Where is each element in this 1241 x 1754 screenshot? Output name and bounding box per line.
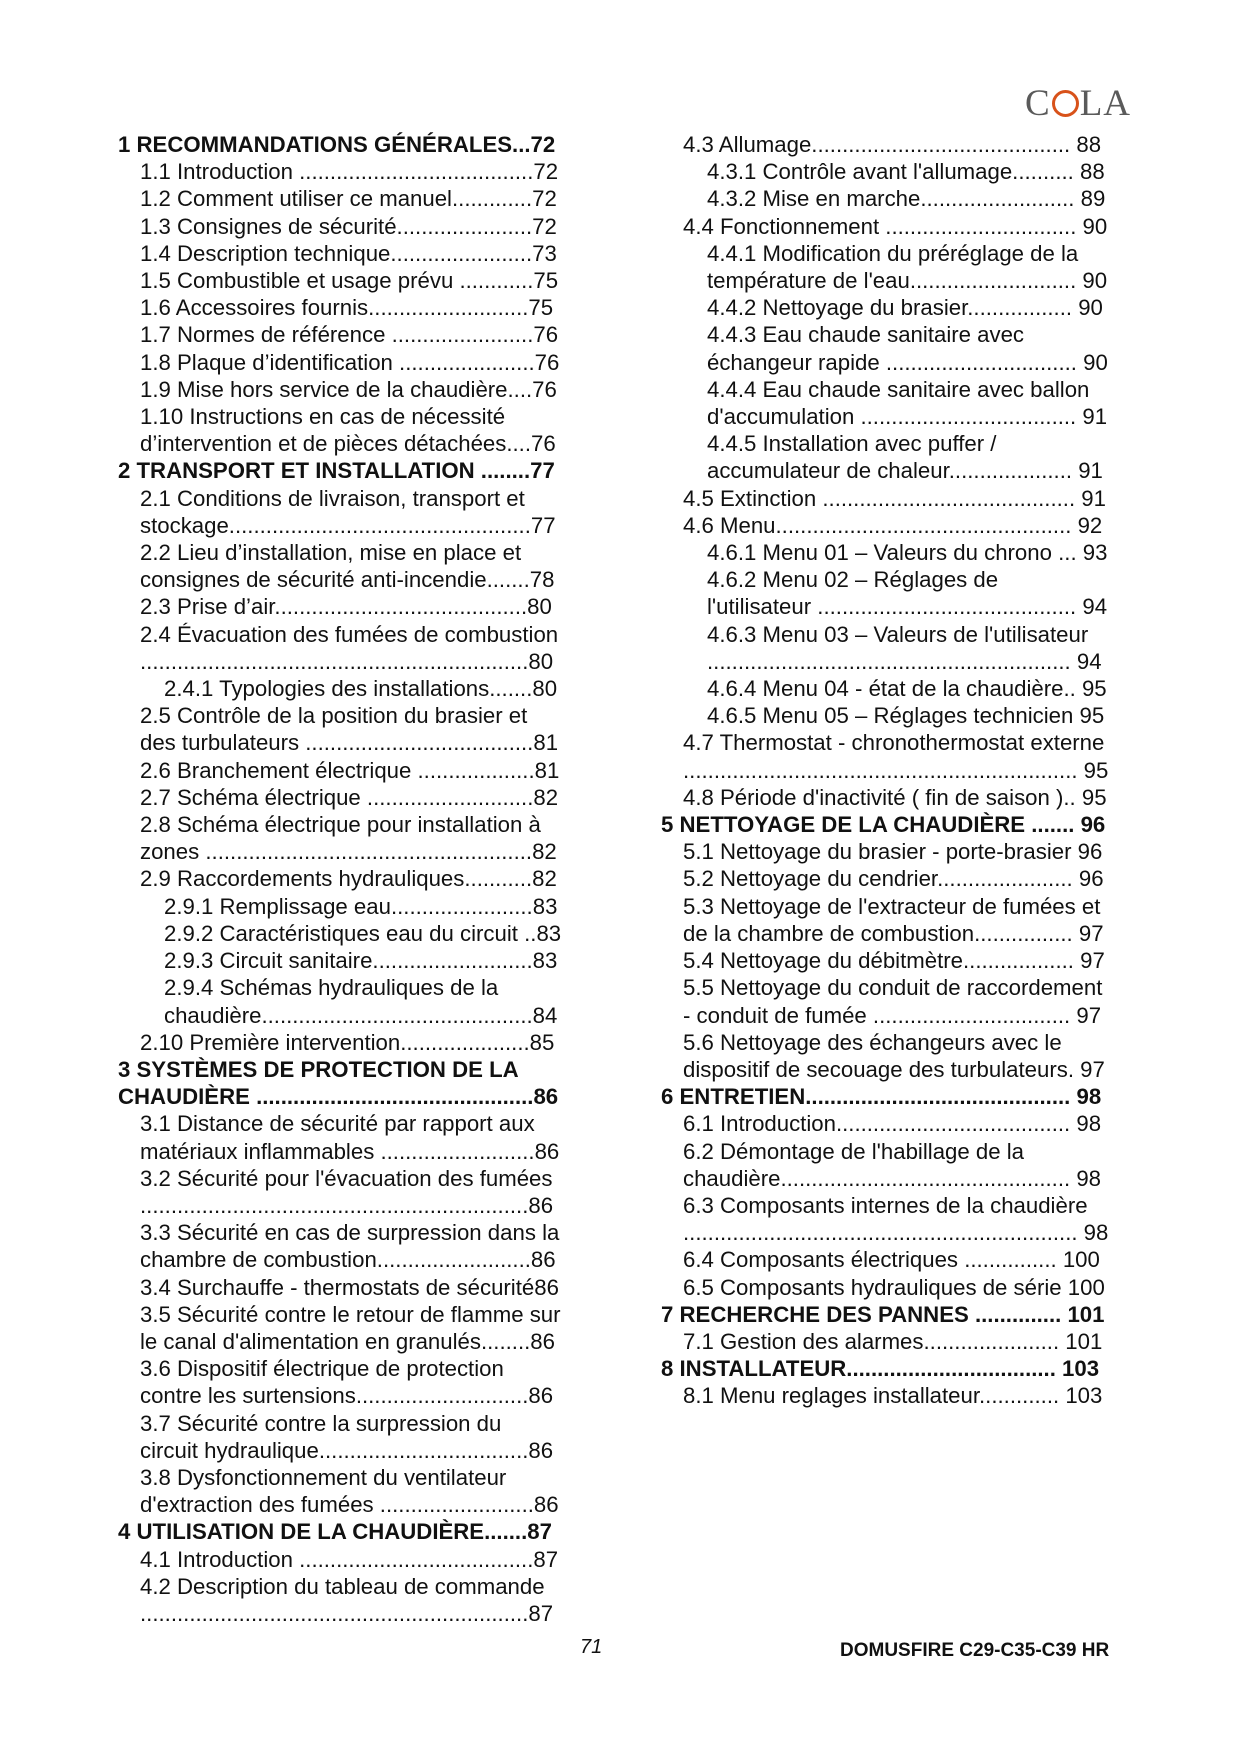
toc-entry: chaudière............................................... 98 [683, 1165, 1102, 1191]
toc-chapter-heading: 1 RECOMMANDATIONS GÉNÉRALES...72 [118, 132, 556, 157]
toc-entry: 1.6 Accessoires fournis..........................75 [140, 295, 554, 321]
toc-entry: échangeur rapide ............................... 90 [707, 349, 1108, 375]
toc-entry: 2.4.1 Typologies des installations.......80 [164, 676, 558, 702]
toc-entry: 3.1 Distance de sécurité par rapport aux [140, 1111, 535, 1137]
toc-right-column [661, 131, 1134, 1410]
toc-entry: 5.1 Nettoyage du brasier - porte-brasier 96 [683, 839, 1103, 865]
toc-entry: 2.9.4 Schémas hydrauliques de la [164, 975, 499, 1001]
toc-entry: 2.4 Évacuation des fumées de combustion [140, 621, 559, 647]
toc-entry: 2.10 Première intervention.....................85 [140, 1029, 555, 1055]
toc-entry: 4.4.1 Modification du préréglage de la [707, 240, 1079, 266]
toc-entry: ...............................................................86 [140, 1192, 554, 1218]
toc-entry: 1.8 Plaque d’identification ......................76 [140, 349, 560, 375]
toc-entry: le canal d'alimentation en granulés........86 [140, 1328, 555, 1354]
toc-entry: 6.5 Composants hydrauliques de série 100 [683, 1274, 1105, 1300]
toc-chapter-heading: 6 ENTRETIEN........................................... 98 [661, 1084, 1102, 1110]
logo-o-ring [1052, 90, 1079, 117]
toc-entry: de la chambre de combustion................ 97 [683, 920, 1104, 946]
toc-entry: 4.4.5 Installation avec puffer / [707, 431, 997, 457]
toc-entry: accumulateur de chaleur.................... 91 [707, 458, 1103, 484]
toc-entry: 5.5 Nettoyage du conduit de raccordement [683, 975, 1103, 1001]
toc-entry: dispositif de secouage des turbulateurs. 97 [683, 1056, 1105, 1082]
toc-entry: 4.5 Extinction ......................................... 91 [683, 485, 1106, 511]
toc-entry: contre les surtensions............................86 [140, 1383, 554, 1409]
toc-entry: zones .....................................................82 [140, 839, 557, 865]
toc-entry: 4.1 Introduction ......................................87 [140, 1546, 559, 1572]
toc-entry: 3.8 Dysfonctionnement du ventilateur [140, 1464, 507, 1490]
toc-entry: chaudière............................................84 [164, 1002, 558, 1028]
toc-chapter-heading: 4 UTILISATION DE LA CHAUDIÈRE.......87 [118, 1519, 552, 1545]
toc-entry: 2.2 Lieu d’installation, mise en place et [140, 540, 522, 566]
toc-entry: 4.3 Allumage.......................................... 88 [683, 132, 1102, 157]
toc-left-column [118, 131, 588, 1627]
toc-chapter-heading: 5 NETTOYAGE DE LA CHAUDIÈRE ....... 96 [661, 812, 1106, 838]
toc-entry: - conduit de fumée ................................ 97 [683, 1002, 1102, 1028]
toc-entry: 1.2 Comment utiliser ce manuel.............72 [140, 186, 557, 212]
toc-entry: matériaux inflammables .........................86 [140, 1138, 560, 1164]
toc-entry: l'utilisateur .......................................... 94 [707, 594, 1108, 620]
toc-entry: 3.3 Sécurité en cas de surpression dans la [140, 1220, 560, 1246]
logo-la: LA [1079, 83, 1132, 124]
toc-entry: 3.7 Sécurité contre la surpression du [140, 1410, 502, 1436]
toc-entry: ................................................................ 95 [683, 757, 1109, 783]
toc-chapter-heading: CHAUDIÈRE .............................................86 [118, 1084, 559, 1110]
toc-entry: 6.2 Démontage de l'habillage de la [683, 1138, 1024, 1164]
toc-entry: 1.5 Combustible et usage prévu ............75 [140, 268, 559, 294]
toc-entry: 5.4 Nettoyage du débitmètre.................. 97 [683, 948, 1105, 974]
toc-entry: d'extraction des fumées .........................86 [140, 1492, 559, 1518]
cola-logo [1025, 84, 1145, 124]
toc-entry: 1.3 Consignes de sécurité......................72 [140, 213, 557, 239]
toc-entry: 8.1 Menu reglages installateur............. 103 [683, 1383, 1103, 1409]
toc-entry: 3.2 Sécurité pour l'évacuation des fumées [140, 1165, 553, 1191]
toc-entry: chambre de combustion.........................86 [140, 1247, 556, 1273]
toc-entry: 4.3.1 Contrôle avant l'allumage.......... 88 [707, 159, 1105, 185]
toc-entry: 2.9.1 Remplissage eau.......................83 [164, 893, 558, 919]
toc-entry: 4.4.2 Nettoyage du brasier................. 90 [707, 295, 1103, 321]
toc-entry: 4.6.1 Menu 01 – Valeurs du chrono ... 93 [707, 540, 1108, 566]
toc-entry: 4.3.2 Mise en marche......................... 89 [707, 186, 1106, 212]
toc-chapter-heading: 2 TRANSPORT ET INSTALLATION ........77 [118, 458, 555, 484]
toc-entry: 5.2 Nettoyage du cendrier...................... 96 [683, 866, 1104, 892]
toc-entry: 2.7 Schéma électrique ...........................82 [140, 784, 559, 810]
toc-entry: 2.6 Branchement électrique ...................81 [140, 757, 560, 783]
toc-entry: ...............................................................80 [140, 648, 554, 674]
toc-entry: 4.4.3 Eau chaude sanitaire avec [707, 322, 1025, 348]
toc-entry: stockage.................................................77 [140, 512, 556, 538]
toc-chapter-heading: 8 INSTALLATEUR.................................. 103 [661, 1356, 1100, 1382]
toc-entry: ........................................................... 94 [707, 648, 1102, 674]
toc-entry: 1.10 Instructions en cas de nécessité [140, 404, 506, 430]
toc-chapter-heading: 3 SYSTÈMES DE PROTECTION DE LA [118, 1056, 519, 1082]
toc-entry: 4.8 Période d'inactivité ( fin de saison ).. 95 [683, 784, 1107, 810]
toc-chapter-heading: 7 RECHERCHE DES PANNES .............. 101 [661, 1301, 1105, 1327]
toc-entry: 4.4.4 Eau chaude sanitaire avec ballon [707, 376, 1090, 402]
toc-entry: 6.4 Composants électriques ............... 100 [683, 1247, 1100, 1273]
toc-entry: 7.1 Gestion des alarmes...................... 101 [683, 1328, 1103, 1354]
toc-entry: 4.6.4 Menu 04 - état de la chaudière.. 95 [707, 676, 1107, 702]
toc-entry: 4.6.3 Menu 03 – Valeurs de l'utilisateur [707, 621, 1089, 647]
toc-entry: 1.9 Mise hors service de la chaudière....76 [140, 376, 557, 402]
logo-c: C [1025, 83, 1051, 124]
toc-entry: 4.4 Fonctionnement ............................... 90 [683, 213, 1108, 239]
toc-entry: 3.4 Surchauffe - thermostats de sécurité86 [140, 1274, 559, 1300]
toc-entry: 2.3 Prise d’air.........................................80 [140, 594, 552, 620]
toc-entry: 2.1 Conditions de livraison, transport et [140, 485, 525, 511]
toc-entry: 2.9.3 Circuit sanitaire..........................83 [164, 948, 558, 974]
toc-entry: 3.6 Dispositif électrique de protection [140, 1356, 504, 1382]
model-name: DOMUSFIRE C29-C35-C39 HR [840, 1640, 1110, 1661]
toc-entry: 4.2 Description du tableau de commande [140, 1573, 545, 1599]
toc-entry: 1.4 Description technique.......................73 [140, 240, 557, 266]
toc-entry: consignes de sécurité anti-incendie.......78 [140, 567, 555, 593]
toc-entry: des turbulateurs .....................................81 [140, 730, 559, 756]
toc-entry: 1.7 Normes de référence .......................76 [140, 322, 559, 348]
toc-entry: ...............................................................87 [140, 1600, 554, 1626]
toc-entry: ................................................................ 98 [683, 1220, 1109, 1246]
toc-entry: 1.1 Introduction ......................................72 [140, 159, 559, 185]
toc-entry: 2.9 Raccordements hydrauliques...........82 [140, 866, 557, 892]
toc-entry: température de l'eau........................... 90 [707, 268, 1108, 294]
toc-entry: 2.9.2 Caractéristiques eau du circuit ..83 [164, 920, 562, 946]
toc-entry: circuit hydraulique..................................86 [140, 1437, 554, 1463]
toc-entry: 2.5 Contrôle de la position du brasier et [140, 703, 528, 729]
toc-entry: 4.7 Thermostat - chronothermostat externe [683, 730, 1105, 756]
toc-entry: 2.8 Schéma électrique pour installation à [140, 812, 541, 838]
toc-entry: 6.3 Composants internes de la chaudière [683, 1192, 1088, 1218]
toc-entry: 4.6.2 Menu 02 – Réglages de [707, 567, 999, 593]
toc-entry: 4.6 Menu................................................ 92 [683, 512, 1103, 538]
page-number: 71 [580, 1636, 603, 1658]
toc-entry: d’intervention et de pièces détachées....76 [140, 431, 556, 457]
toc-entry: 5.3 Nettoyage de l'extracteur de fumées et [683, 893, 1101, 919]
toc-entry: 3.5 Sécurité contre le retour de flamme sur [140, 1301, 561, 1327]
toc-entry: d'accumulation ................................... 91 [707, 404, 1108, 430]
toc-entry: 6.1 Introduction...................................... 98 [683, 1111, 1102, 1137]
toc-entry: 4.6.5 Menu 05 – Réglages technicien 95 [707, 703, 1105, 729]
toc-entry: 5.6 Nettoyage des échangeurs avec le [683, 1029, 1062, 1055]
